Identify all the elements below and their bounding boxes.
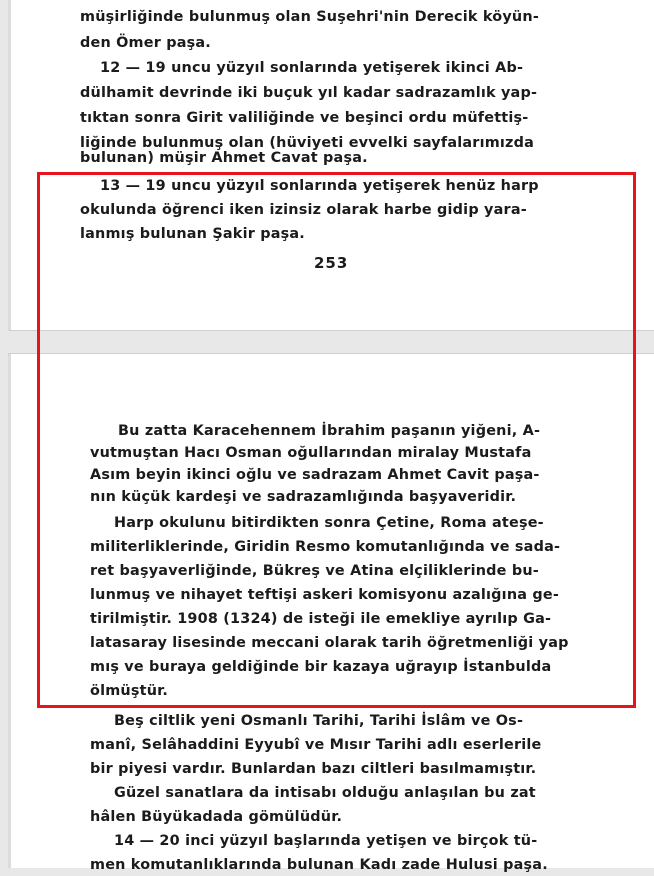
text-line: bir piyesi vardır. Bunlardan bazı ciltleri basılmamıştır. — [90, 761, 537, 777]
text-line: lanmış bulunan Şakir paşa. — [80, 226, 305, 242]
document-page-lower — [8, 354, 654, 873]
text-line: müşirliğinde bulunmuş olan Suşehri'nin Derecik köyün- — [80, 9, 539, 25]
text-line: Asım beyin ikinci oğlu ve sadrazam Ahmet Cavit paşa- — [90, 467, 540, 483]
text-line: liğinde bulunmuş olan (hüviyeti evvelki sayfalarımızda — [80, 135, 535, 151]
text-line: mış ve buraya geldiğinde bir kazaya uğrayıp İstanbulda — [90, 659, 552, 675]
text-line: den Ömer paşa. — [80, 35, 211, 51]
text-line: latasaray lisesinde meccani olarak tarih öğretmenliği yap — [90, 635, 569, 651]
text-line: Beş ciltlik yeni Osmanlı Tarihi, Tarihi İslâm ve Os- — [114, 713, 524, 729]
text-line: bulunan) müşir Ahmet Cavat paşa. — [80, 150, 368, 166]
text-line: Harp okulunu bitirdikten sonra Çetine, Roma ateşe- — [114, 515, 544, 531]
text-line: Bu zatta Karacehennem İbrahim paşanın yiğeni, A- — [118, 423, 541, 439]
text-line: tirilmiştir. 1908 (1324) de isteği ile emekliye ayrılıp Ga- — [90, 611, 552, 627]
text-line: okulunda öğrenci iken izinsiz olarak harbe gidip yara- — [80, 202, 527, 218]
text-line: tıktan sonra Girit valiliğinde ve beşinci ordu müfettiş- — [80, 110, 529, 126]
text-line: dülhamit devrinde iki buçuk yıl kadar sadrazamlık yap- — [80, 85, 538, 101]
text-line: 12 — 19 uncu yüzyıl sonlarında yetişerek ikinci Ab- — [100, 60, 524, 76]
text-line: vutmuştan Hacı Osman oğullarından miralay Mustafa — [90, 445, 532, 461]
text-line: manî, Selâhaddini Eyyubî ve Mısır Tarihi adlı eserlerile — [90, 737, 542, 753]
text-line: 14 — 20 inci yüzyıl başlarında yetişen ve birçok tü- — [114, 833, 538, 849]
text-line: Güzel sanatlara da intisabı olduğu anlaşılan bu zat — [114, 785, 536, 801]
text-line: lunmuş ve nihayet teftişi askeri komisyonu azalığına ge- — [90, 587, 560, 603]
text-line: militerliklerinde, Giridin Resmo komutanlığında ve sada- — [90, 539, 561, 555]
document-page-upper — [8, 0, 654, 330]
text-line: hâlen Büyükadada gömülüdür. — [90, 809, 343, 825]
text-line: ret başyaverliğinde, Bükreş ve Atina elçiliklerinde bu- — [90, 563, 539, 579]
text-line: men komutanlıklarında bulunan Kadı zade Hulusi paşa. — [90, 857, 548, 873]
text-line: nın küçük kardeşi ve sadrazamlığında başyaveridir. — [90, 489, 517, 505]
text-line: ölmüştür. — [90, 683, 169, 699]
text-line: 13 — 19 uncu yüzyıl sonlarında yetişerek henüz harp — [100, 178, 539, 194]
page-number: 253 — [314, 254, 349, 272]
